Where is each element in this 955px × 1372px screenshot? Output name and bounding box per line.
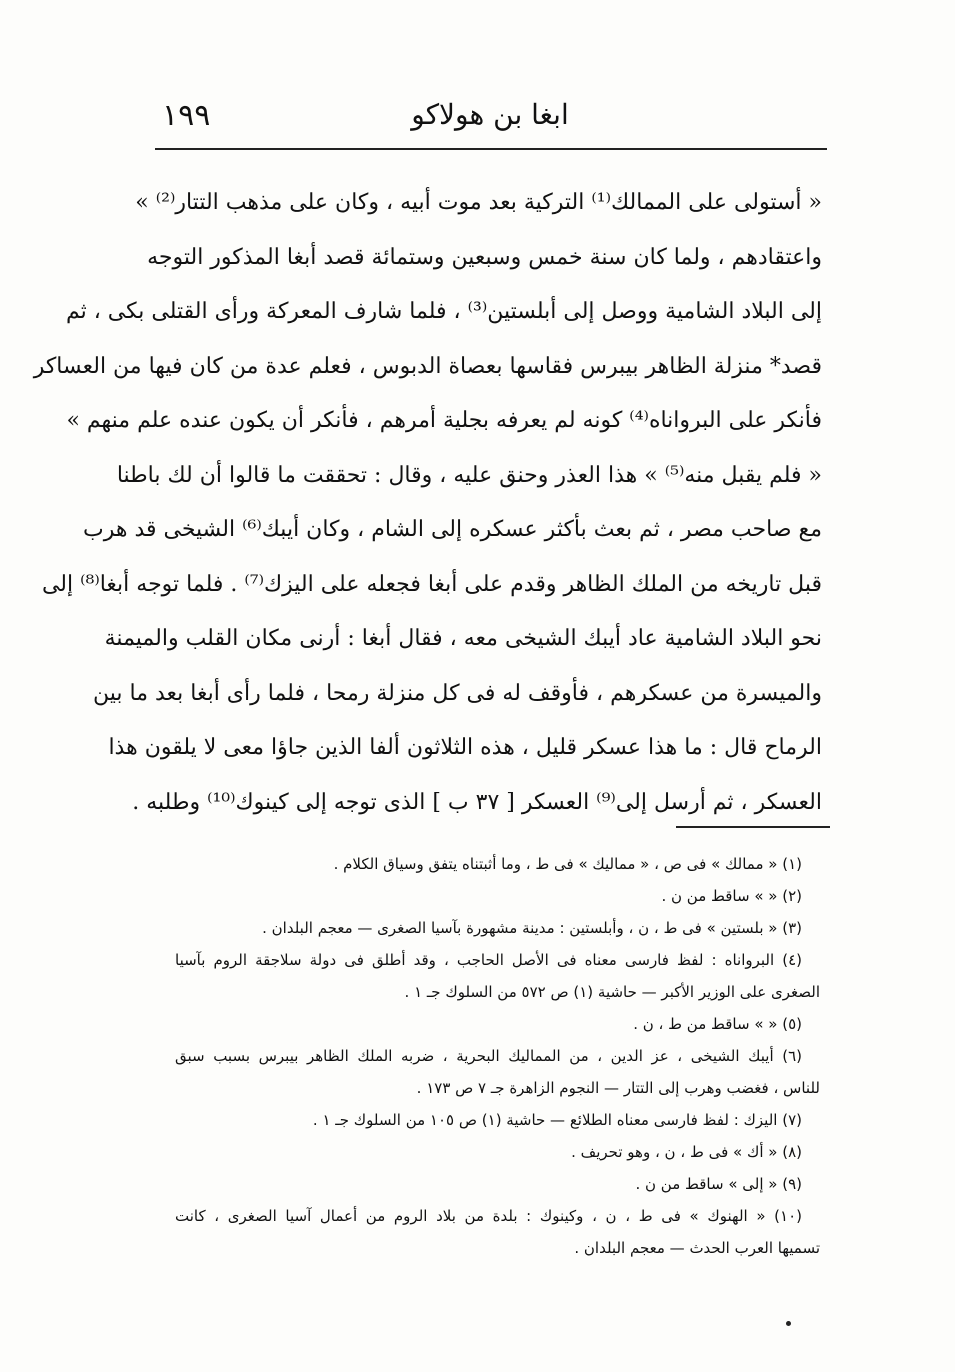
footnote-line: (٩) « إلى » ساقط من ن . (635, 1175, 802, 1193)
main-text-block (33, 176, 822, 830)
footnote-line: (٥) « » ساقط من ط ، ن . (633, 1015, 802, 1033)
footnote-line: (٧) اليزك : لفظ فارسى معناه الطلائع — حاشية (١) ص ١٠٥ من السلوك جـ ١ . (312, 1111, 802, 1129)
footnote-line: الصغرى على الوزير الأكبر — حاشية (١) ص ٥٧٢ من السلوك جـ ١ . (404, 983, 820, 1001)
footnote-line: تسميها العرب الحدث — معجم البلدان . (574, 1239, 820, 1257)
text-line: نحو البلاد الشامية عاد أيبك الشيخى معه ، فقال أبغا : أرنى مكان القلب والميمنة (104, 626, 822, 651)
footnote-line: (١) « ممالك » فى ص ، « مماليك » فى ط ، وما أثبتناه يتفق وسياق الكلام . (333, 855, 802, 873)
footnote-line: (٦) أيبك الشيخى ، عز الدين ، من المماليك البحرية ، ضربه الملك الظاهر بيبرس بسبب سبق (175, 1047, 802, 1065)
text-line: قبل تاريخه من الملك الظاهر وقدم على أبغا فجعله على اليزك⁽⁷⁾ . فلما توجه أبغا⁽⁸⁾ إلى (41, 571, 822, 597)
text-line: فأنكر على البرواناه⁽⁴⁾ كونه لم يعرفه بجلية أمرهم ، فأنكر أن يكون عنده علم منهم » (66, 408, 822, 433)
footnote-line: (٨) « أك » فى ط ، ن ، وهو تحريف . (571, 1143, 802, 1161)
text-line: العسكر ، ثم أرسل إلى⁽⁹⁾ العسكر [ ٣٧ ب ] الذى توجه إلى كينوك⁽¹⁰⁾ وطلبه . (132, 789, 822, 815)
text-line: والميسرة من عسكرهم ، فأوقف له فى كل منزلة رمحا ، فلما رأى أبغا بعد ما بين (93, 680, 822, 706)
text-line: واعتقادهم ، ولما كان سنة خمس وسبعين وستمائة قصد أبغا المذكور التوجه (147, 244, 822, 270)
text-line: « فلم يقبل منه⁽⁵⁾ » هذا العذر وحنق عليه ، وقال : تحققت ما قالوا أن لك باطنا (116, 462, 822, 488)
footnote-rule (676, 826, 830, 828)
ink-speck (786, 1321, 791, 1326)
footnote-line: (٤) البرواناه : لفظ فارسى معناه فى الأصل الحاجب ، وقد أطلق فى دولة سلاجقة الروم بآسيا (175, 951, 802, 969)
header-rule (155, 148, 827, 150)
text-line: « أستولى على الممالك⁽¹⁾ التركية بعد موت أبيه ، وكان على مذهب التتار⁽²⁾ » (135, 190, 822, 215)
running-head (150, 92, 830, 142)
text-line: قصد* منزلة الظاهر بيبرس فقاسها بعصاة الدبوس ، فعلم عدة من كان فيها من العساكر (33, 353, 822, 379)
page-number: ١٩٩ (162, 98, 211, 133)
footnote-line: للناس ، فغضب وهرب إلى التتار — النجوم الزاهرة جـ ٧ ص ١٧٣ . (416, 1079, 820, 1097)
footnote-line: (٢) « » ساقط من ن . (661, 887, 802, 905)
footnotes-block (175, 848, 820, 1264)
chapter-title: ابغا بن هولاكو (411, 98, 569, 131)
footnote-line: (٣) « بلستين » فى ط ، ن ، وأبلستين : مدينة مشهورة بآسيا الصغرى — معجم البلدان . (262, 919, 802, 937)
footnote-line: (١٠) « الهنوك » فى ط ، ن ، وكينوك : بلدة من بلاد الروم من أعمال آسيا الصغرى ، كانت (175, 1207, 802, 1225)
text-line: مع صاحب مصر ، ثم بعث بأكثر عسكره إلى الشام ، وكان أيبك⁽⁶⁾ الشيخى قد هرب (83, 517, 822, 542)
text-line: الرماح قال : ما هذا عسكر قليل ، هذه الثلاثون ألفا الذين جاؤا معى لا يلقون هذا (108, 735, 822, 760)
text-line: إلى البلاد الشامية ووصل إلى أبلستين⁽³⁾ ، فلما شارف المعركة ورأى القتلى بكى ، ثم (65, 299, 822, 324)
